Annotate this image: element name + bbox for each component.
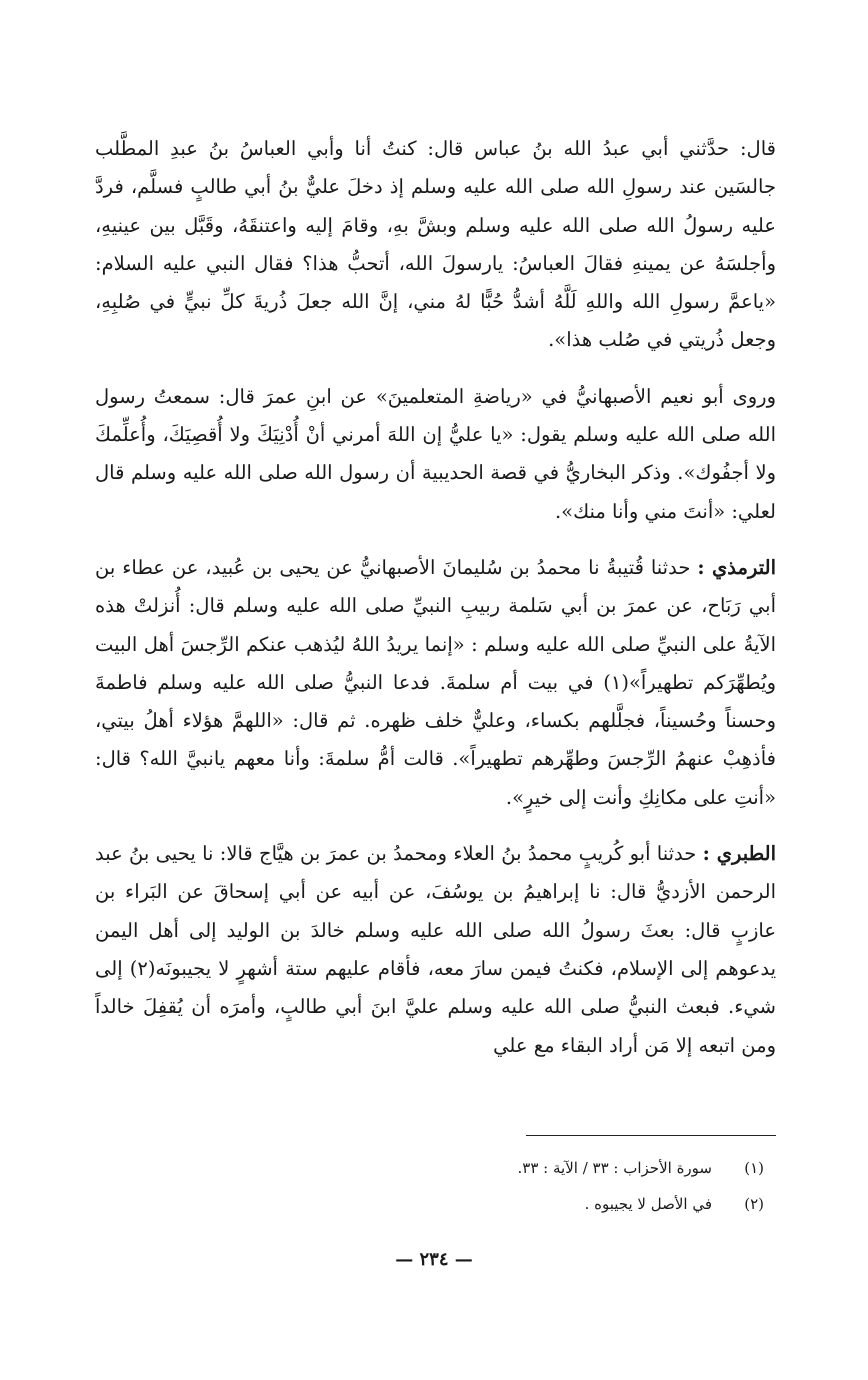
paragraph-text: قال: حدَّثني أبي عبدُ الله بنُ عباس قال: كنتُ أنا وأبي العباسُ بنُ عبدِ المطَّلب جالسَين عند رسولِ الله صلى الله عليه وسلم إذ دخلَ عليٌّ بنُ أبي طالبٍ فسلَّم، فردَّ عليه رسولُ الله صلى الله عليه وسلم وبشَّ بهِ، وقامَ إليه واعتنقَهُ، وقَبَّل بين عينيهِ، وأجلسَهُ عن يمينهِ فقالَ العباسُ: يارسولَ الله، أتحبُّ هذا؟ فقال النبي عليه السلام: «ياعمَّ رسولِ الله واللهِ لَلَّهُ أشدُّ حُبًّا لهُ مني، إنَّ الله جعلَ ذُريةَ كلِّ نبيٍّ في صُلبِهِ، وجعل ذُريتي في صُلب هذا». [95,137,776,352]
paragraph-text: وروى أبو نعيم الأصبهانيُّ في «رياضةِ المتعلمينَ» عن ابنِ عمرَ قال: سمعتُ رسول الله صلى الله عليه وسلم يقول: «يا عليُّ إن اللهَ أمرني أنْ أُدْنِيَكَ ولا أُقصِيَكَ، وأُعلِّمكَ ولا أجفُوك». وذكر البخاريُّ في قصة الحديبية أن رسول الله صلى الله عليه وسلم قال لعلي: «أنتَ مني وأنا منك». [95,384,776,523]
page-number: — ٢٣٤ — [395,1249,473,1270]
footnote-2 [104,1186,764,1222]
footnotes [104,1150,764,1222]
footnote-1 [104,1150,764,1186]
paragraph-1 [95,130,776,360]
main-text [95,130,776,1065]
paragraph-4 [95,835,776,1065]
paragraph-3 [95,549,776,817]
footnote-divider [526,1135,776,1136]
paragraph-text: حدثنا أبو كُريبٍ محمدُ بنُ العلاء ومحمدُ بن عمرَ بن هيَّاج قالا: نا يحيى بنُ عبد الرحمن الأزديُّ قال: نا إبراهيمُ بن يوسُفَ، عن أبيه عن أبي إسحاقَ عن البَراء بن عازبٍ قال: بعثَ رسولُ الله صلى الله عليه وسلم خالدَ بن الوليد إلى أهل اليمن يدعوهم إلى الإسلام، فكنتُ فيمن سارَ معه، فأقام عليهم ستة أشهرٍ لا يجيبونَه(٢) إلى شيء. فبعث النبيُّ صلى الله عليه وسلم عليَّ ابنَ أبي طالبٍ، وأمرَه أن يُقفِلَ خالداً ومن اتبعه إلا مَن أراد البقاء مع علي [95,842,776,1057]
paragraph-2 [95,378,776,531]
footnote-text: في الأصل لا يجيبوه . [584,1195,712,1213]
paragraph-lead-tabari: الطبري : [702,842,776,866]
paragraph-text: حدثنا قُتيبةُ نا محمدُ بن سُليمانَ الأصبهانيُّ عن يحيى بن عُبيد، عن عطاء بن أبي رَبَاح، عن عمرَ بن أبي سَلمة ربيبِ النبيِّ صلى الله عليه وسلم قال: أُنزلتْ هذه الآيةُ على النبيِّ صلى الله عليه وسلم : «إنما يريدُ اللهُ ليُذهب عنكم الرِّجسَ أهل البيت ويُطهِّرَكم تطهيراً»(١) في بيت أم سلمةَ. فدعا النبيُّ صلى الله عليه وسلم فاطمةَ وحسناً وحُسيناً، فجلَّلهم بكساء، وعليٌّ خلف ظهره. ثم قال: «اللهمَّ هؤلاء أهلُ بيتي، فأذهِبْ عنهمُ الرِّجسَ وطهِّرهم تطهيراً». قالت أمُّ سلمةَ: وأنا معهم يانبيَّ الله؟ قال: «أنتِ على مكانِكِ وأنت إلى خيرٍ». [95,555,777,809]
footnote-number: (٢) [744,1195,764,1213]
footnote-text: سورة الأحزاب : ٣٣ / الآية : ٣٣. [517,1159,712,1177]
footnote-number: (١) [744,1159,764,1177]
paragraph-lead-tirmidhi: الترمذي : [697,555,776,579]
